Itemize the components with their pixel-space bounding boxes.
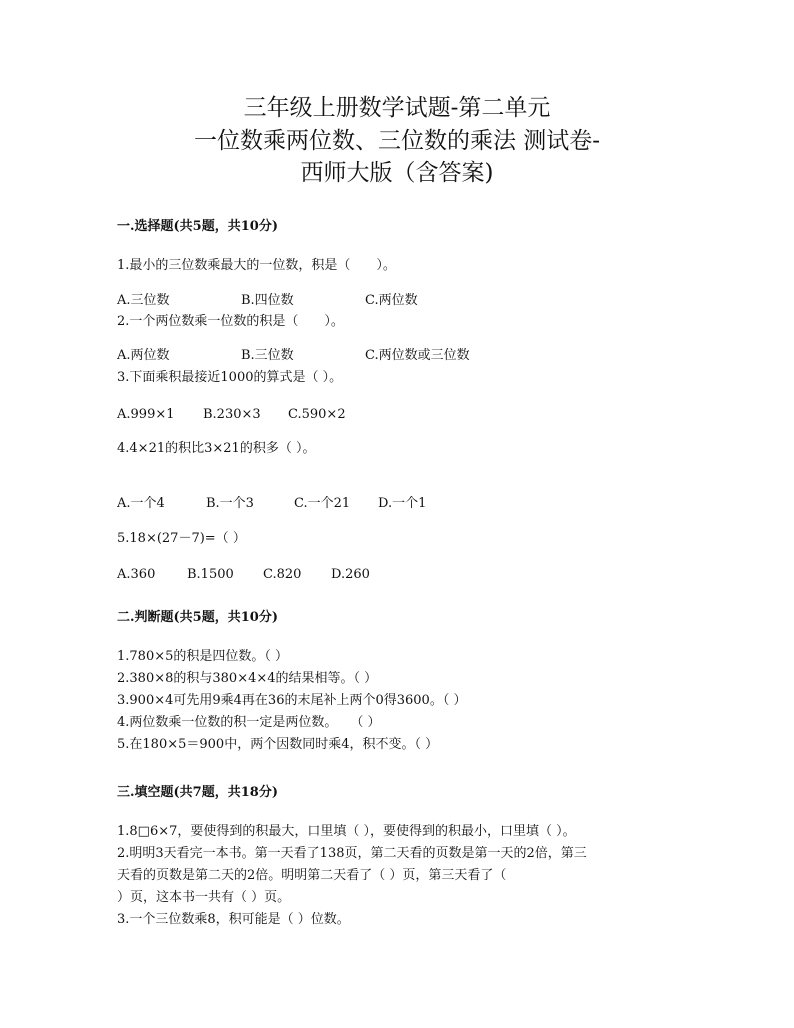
fill-line-1: 1.8□6×7，要使得到的积最大，口里填（ ），要使得到的积最小，口里填（ ）。: [117, 824, 576, 839]
question-3-option-a: A.999×1: [117, 407, 175, 422]
fill-line-4: ）页，这本书一共有（ ）页。: [117, 890, 291, 905]
section-heading-judge: 二.判断题(共5题，共10分): [117, 610, 278, 625]
question-4-stem: 4.4×21的积比3×21的积多（ ）。: [117, 441, 316, 456]
question-4-option-d: D.一个1: [378, 496, 427, 511]
judge-item-5: 5.在180×5＝900中，两个因数同时乘4，积不变。（ ）: [117, 737, 439, 752]
question-2-stem: 2.一个两位数乘一位数的积是（ ）。: [117, 314, 344, 329]
question-2-option-a: A.两位数: [117, 348, 170, 363]
question-3-option-b: B.230×3: [203, 407, 261, 422]
question-5-option-d: D.260: [331, 567, 370, 582]
question-2-option-b: B.三位数: [241, 348, 294, 363]
question-5-stem: 5.18×(27－7)=（ ）: [117, 531, 246, 546]
question-4-option-a: A.一个4: [117, 496, 165, 511]
question-2-option-c: C.两位数或三位数: [365, 348, 470, 363]
question-1-option-b: B.四位数: [241, 293, 294, 308]
fill-line-3: 天看的页数是第二天的2倍。明明第二天看了（ ）页，第三天看了（: [117, 868, 507, 883]
section-heading-fill: 三.填空题(共7题，共18分): [117, 785, 278, 800]
fill-line-2: 2.明明3天看完一本书。第一天看了138页，第二天看的页数是第一天的2倍，第三: [117, 846, 587, 861]
judge-item-3: 3.900×4可先用9乘4再在36的末尾补上两个0得3600。（ ）: [117, 693, 467, 708]
question-4-option-b: B.一个3: [206, 496, 254, 511]
fill-line-5: 3.一个三位数乘8，积可能是（ ）位数。: [117, 912, 350, 927]
question-5-option-c: C.820: [263, 567, 302, 582]
question-1-option-a: A.三位数: [117, 293, 170, 308]
question-4-option-c: C.一个21: [294, 496, 351, 511]
judge-item-2: 2.380×8的积与380×4×4的结果相等。（ ）: [117, 671, 378, 686]
title-line-2: 一位数乘两位数、三位数的乘法 测试卷-: [193, 128, 601, 154]
judge-item-4: 4.两位数乘一位数的积一定是两位数。 （ ）: [117, 715, 381, 730]
title-line-1: 三年级上册数学试题-第二单元: [243, 95, 551, 121]
question-1-option-c: C.两位数: [365, 293, 418, 308]
question-5-option-a: A.360: [117, 567, 156, 582]
title-line-3: 西师大版（含答案): [300, 160, 494, 186]
question-3-stem: 3.下面乘积最接近1000的算式是（ ）。: [117, 370, 343, 385]
section-heading-choice: 一.选择题(共5题，共10分): [117, 219, 278, 234]
judge-item-1: 1.780×5的积是四位数。（ ）: [117, 649, 289, 664]
question-1-stem: 1.最小的三位数乘最大的一位数，积是（ ）。: [117, 258, 396, 273]
question-3-option-c: C.590×2: [288, 407, 346, 422]
question-5-option-b: B.1500: [187, 567, 234, 582]
